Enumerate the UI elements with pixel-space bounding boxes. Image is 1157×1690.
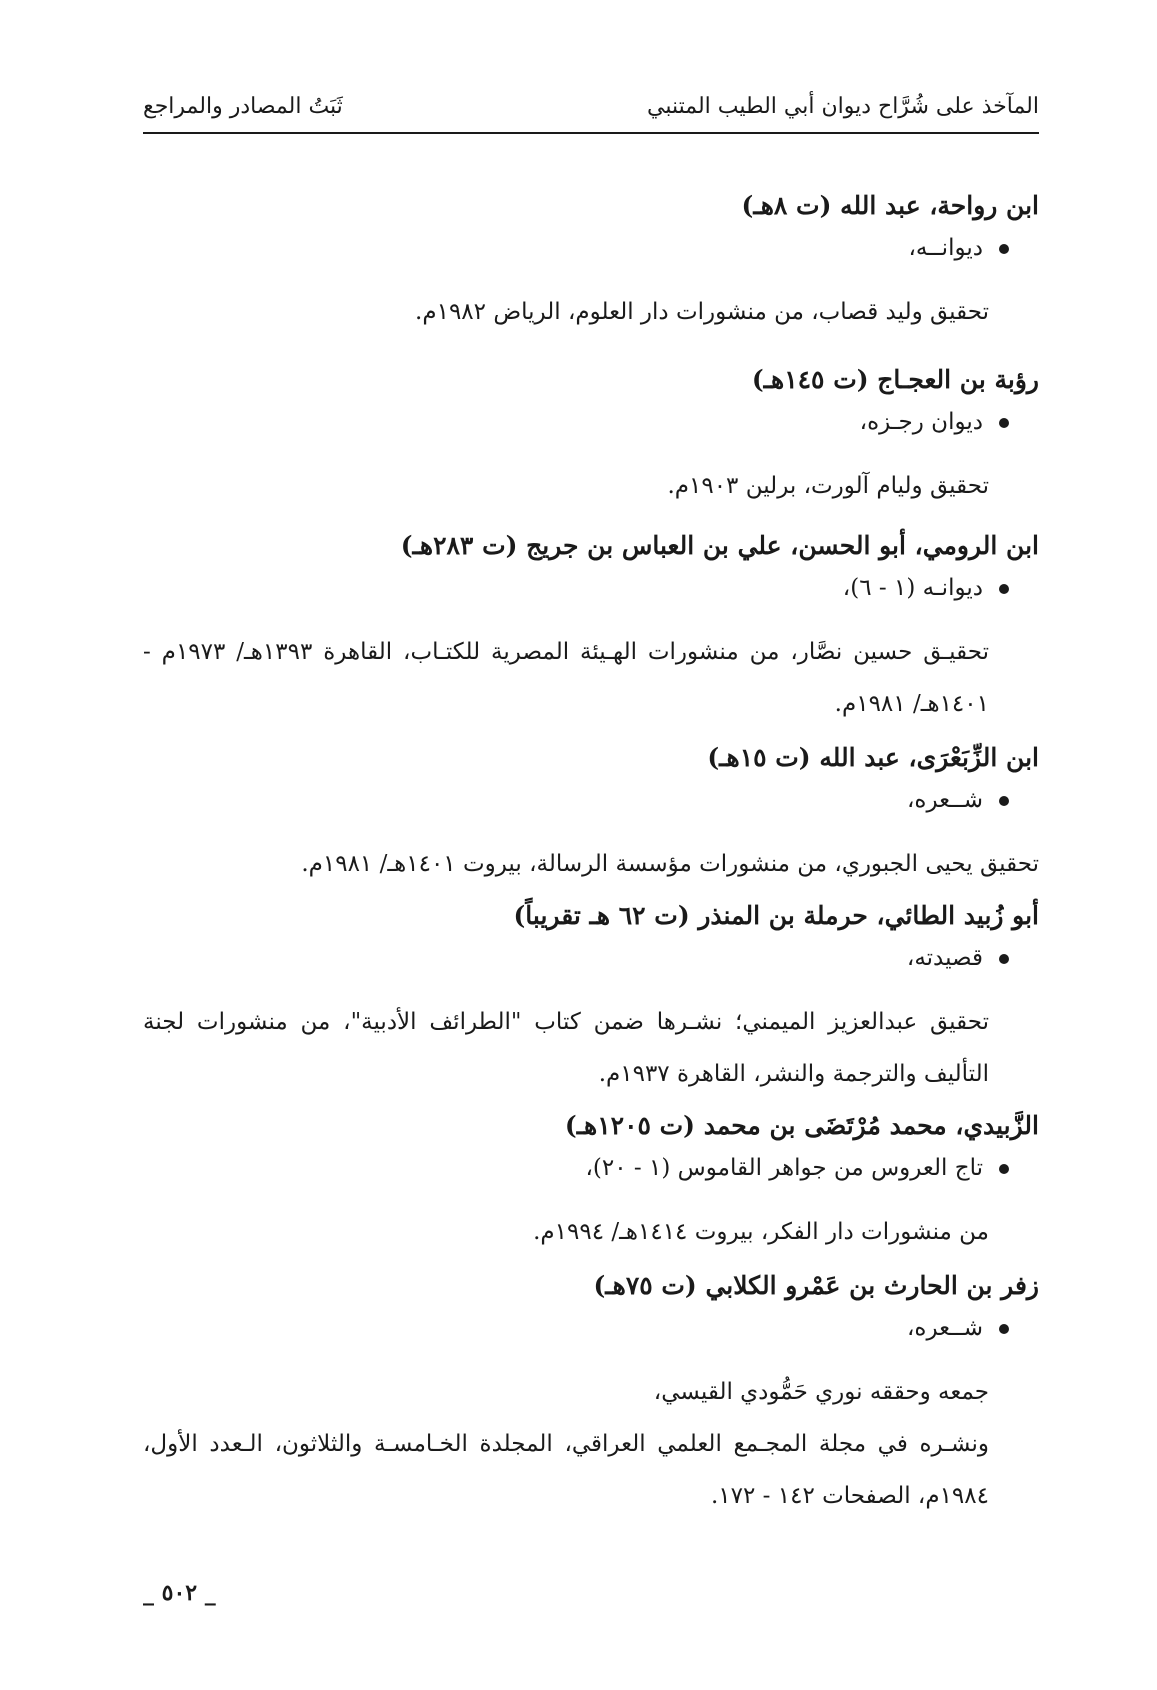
entry-work-title: ديوانــه،	[908, 235, 983, 261]
bullet-icon	[999, 796, 1009, 806]
entry-author: ابن رواحة، عبد الله (ت ٨هـ)	[741, 191, 1039, 220]
entry-work	[143, 402, 1039, 460]
entry-publication: تحقيـق حسين نصَّار، من منشورات الهـيئة المصرية للكتـاب، القاهرة ١٣٩٣هـ/ ١٩٧٣م - ١٤٠١هـ/ ١٩٨١م.	[143, 639, 989, 717]
entry-author: زفر بن الحارث بن عَمْرو الكلابي (ت ٧٥هـ)	[593, 1271, 1039, 1300]
entry-author: الزَّبيدي، محمد مُرْتَضَى بن محمد (ت ١٢٠٥هـ)	[564, 1111, 1039, 1140]
entry-work-title: شــعره،	[906, 787, 983, 813]
bibliography-entry	[143, 896, 1039, 1106]
bibliography-entry	[143, 526, 1039, 738]
bibliography-entry	[143, 1266, 1039, 1546]
entry-publication: تحقيق عبدالعزيز الميمني؛ نشـرها ضمن كتاب "الطرائف الأدبية"، من منشورات لجنة التأليف والترجمة والنشر، القاهرة ١٩٣٧م.	[143, 1009, 989, 1087]
entry-work-title: شــعره،	[906, 1315, 983, 1341]
entry-work	[143, 938, 1039, 996]
bibliography-entry	[143, 738, 1039, 896]
entry-editor: جمعه وحققه نوري حَمُّودي القيسي،	[653, 1379, 989, 1405]
page-footer	[143, 1580, 1039, 1610]
entry-publication: تحقيق يحيى الجبوري، من منشورات مؤسسة الرسالة، بيروت ١٤٠١هـ/ ١٩٨١م.	[301, 851, 1039, 877]
bibliography-entry	[143, 360, 1039, 526]
bullet-icon	[999, 418, 1009, 428]
bibliography-entry	[143, 1106, 1039, 1266]
entry-work	[143, 568, 1039, 626]
entry-work-title: ديوان رجـزه،	[859, 409, 983, 435]
entry-work-title: تاج العروس من جواهر القاموس (١ - ٢٠)،	[585, 1155, 983, 1181]
bibliography-entry	[143, 186, 1039, 360]
entry-author: رؤبة بن العجـاج (ت ١٤٥هـ)	[751, 365, 1039, 394]
bibliography-list	[143, 186, 1039, 1546]
section-title: ثَبَتُ المصادر والمراجع	[143, 94, 343, 119]
bullet-icon	[999, 1324, 1009, 1334]
entry-author: ابن الزِّبَعْرَى، عبد الله (ت ١٥هـ)	[707, 743, 1039, 772]
bullet-icon	[999, 584, 1009, 594]
entry-work	[143, 228, 1039, 286]
entry-author: ابن الرومي، أبو الحسن، علي بن العباس بن جريج (ت ٢٨٣هـ)	[400, 531, 1039, 560]
page-number: _ ٥٠٢ _	[143, 1580, 216, 1606]
bullet-icon	[999, 1164, 1009, 1174]
book-title: المآخذ على شُرَّاح ديوان أبي الطيب المتنبي	[647, 94, 1039, 119]
entry-work	[143, 780, 1039, 838]
entry-work	[143, 1308, 1039, 1366]
entry-publication: من منشورات دار الفكر، بيروت ١٤١٤هـ/ ١٩٩٤م.	[533, 1219, 989, 1245]
running-header	[143, 92, 1039, 134]
entry-publication: ونشـره في مجلة المجـمع العلمي العراقي، المجلدة الخـامسـة والثلاثون، الـعدد الأول، ١٩٨٤م، الصفحات ١٤٢ - ١٧٢.	[143, 1431, 989, 1509]
bullet-icon	[999, 244, 1009, 254]
entry-work-title: ديوانـه (١ - ٦)،	[842, 575, 983, 601]
bullet-icon	[999, 954, 1009, 964]
entry-author: أبو زُبيد الطائي، حرملة بن المنذر (ت ٦٢ هـ تقريباً)	[513, 901, 1039, 930]
entry-publication: تحقيق وليام آلورت، برلين ١٩٠٣م.	[667, 473, 989, 499]
entry-work	[143, 1148, 1039, 1206]
entry-publication: تحقيق وليد قصاب، من منشورات دار العلوم، الرياض ١٩٨٢م.	[415, 299, 989, 325]
entry-work-title: قصيدته،	[906, 945, 983, 971]
